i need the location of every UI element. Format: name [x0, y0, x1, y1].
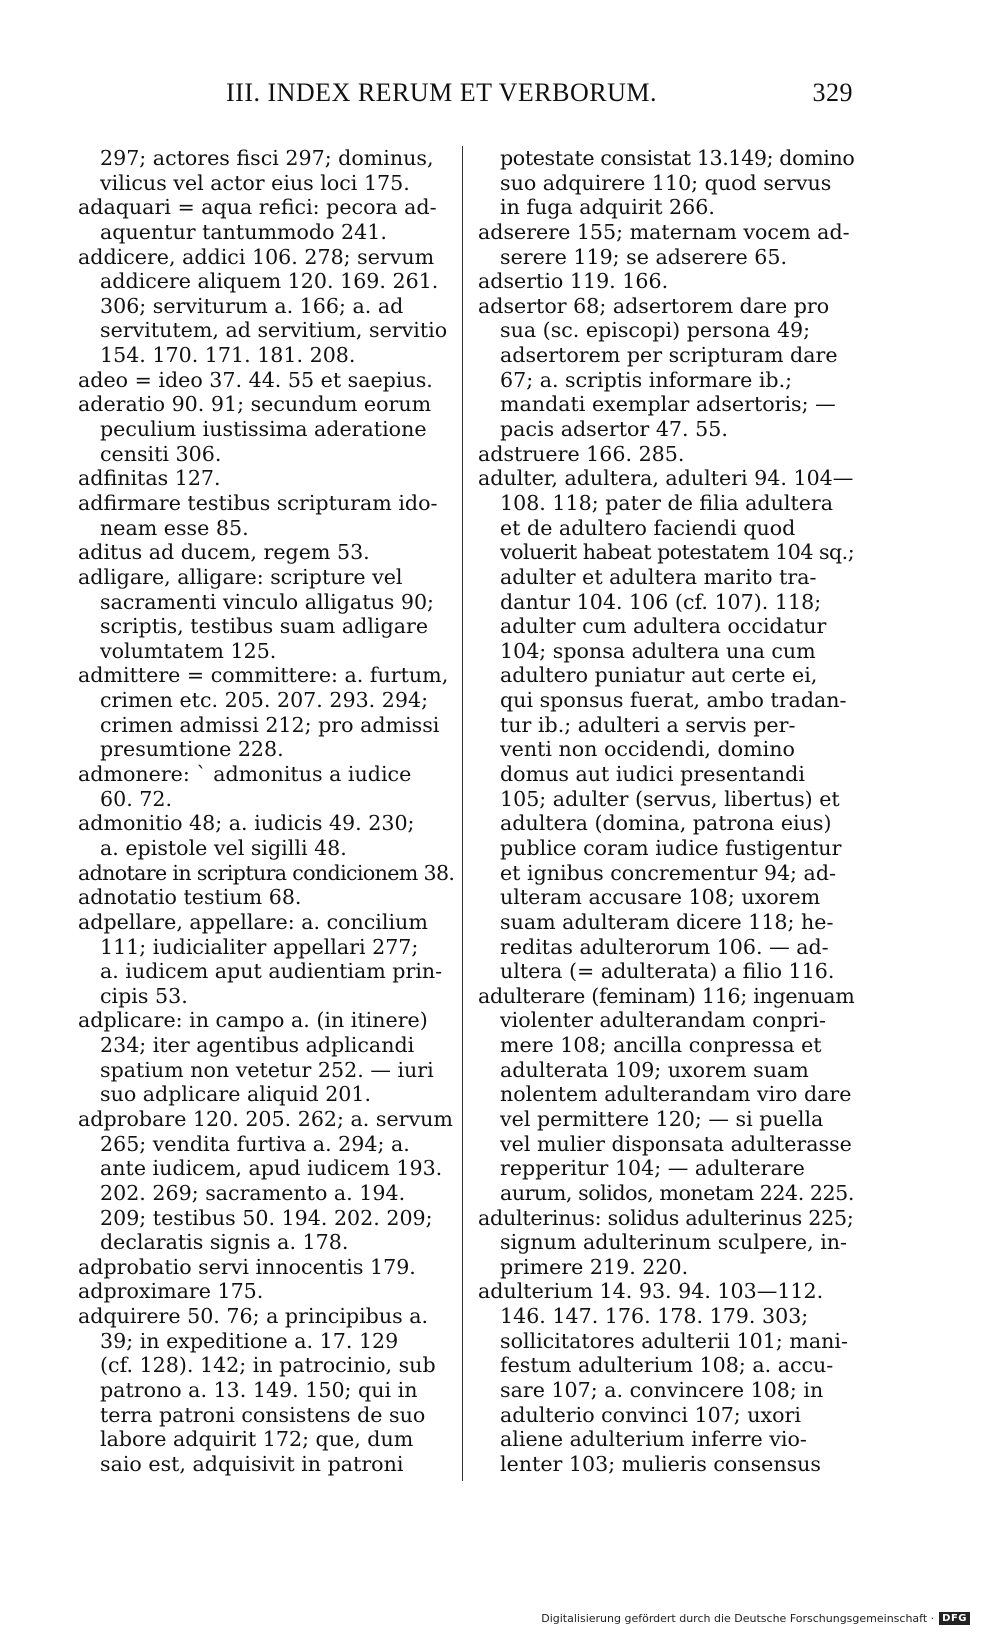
- index-line: a. iudicem aput audientiam prin-: [100, 959, 443, 984]
- index-line: ultera (= adulterata) a filio 116.: [500, 959, 835, 984]
- digitization-footer: [541, 1612, 970, 1625]
- index-line: festum adulterium 108; a. accu-: [500, 1353, 834, 1378]
- footer-text: Digitalisierung gefördert durch die Deutsche Forschungsgemeinschaft ·: [541, 1612, 935, 1625]
- index-line: adprobare 120. 205. 262; a. servum: [78, 1106, 453, 1131]
- index-line: patrono a. 13. 149. 150; qui in: [100, 1378, 418, 1403]
- index-line: pacis adsertor 47. 55.: [500, 417, 728, 442]
- index-line: 297; actores fisci 297; dominus,: [100, 146, 434, 170]
- index-line: 202. 269; sacramento a. 194.: [100, 1180, 406, 1205]
- index-line: et de adultero faciendi quod: [500, 515, 796, 540]
- index-line: sua (sc. episcopi) persona 49;: [500, 318, 811, 343]
- index-line: adsertor 68; adsertorem dare pro: [478, 293, 830, 318]
- index-line: adplicare: in campo a. (in itinere): [78, 1008, 428, 1033]
- index-line: admonitio 48; a. iudicis 49. 230;: [78, 811, 415, 836]
- index-line: adsertorem per scripturam dare: [500, 343, 838, 368]
- index-line: 39; in expeditione a. 17. 129: [100, 1328, 399, 1353]
- page-number: 329: [812, 78, 853, 107]
- index-line: venti non occidendi, domino: [500, 737, 795, 762]
- index-line: repperitur 104; — adulterare: [500, 1156, 805, 1181]
- index-line: 104; sponsa adultera una cum: [500, 638, 816, 663]
- index-line: terra patroni consistens de suo: [100, 1402, 426, 1427]
- index-line: adproximare 175.: [78, 1279, 264, 1304]
- index-line: 105; adulter (servus, libertus) et: [500, 786, 840, 811]
- index-line: qui sponsus fuerat, ambo tradan-: [500, 688, 847, 713]
- index-line: censiti 306.: [100, 441, 222, 466]
- index-line: et ignibus concrementur 94; ad-: [500, 860, 836, 885]
- index-line: publice coram iudice fustigentur: [500, 835, 842, 860]
- index-line: lenter 103; mulieris consensus: [500, 1451, 821, 1476]
- index-line: 108. 118; pater de filia adultera: [500, 490, 834, 515]
- index-line: adfinitas 127.: [78, 466, 221, 491]
- index-line: mandati exemplar adsertoris; —: [500, 392, 836, 417]
- index-line: adulterata 109; uxorem suam: [500, 1057, 809, 1082]
- index-line: adultera (domina, patrona eius): [500, 811, 832, 836]
- column-divider: [462, 146, 463, 1481]
- index-line: adnotare in scriptura condicionem 38.: [78, 860, 455, 885]
- index-line: addicere aliquem 120. 169. 261.: [100, 269, 439, 294]
- index-line: saio est, adquisivit in patroni: [100, 1451, 404, 1476]
- index-line: violenter adulterandam conpri-: [500, 1008, 826, 1033]
- index-line: labore adquirit 172; que, dum: [100, 1427, 414, 1452]
- index-line: adstruere 166. 285.: [478, 441, 685, 466]
- index-line: reditas adulterorum 106. — ad-: [500, 934, 829, 959]
- index-line: 60. 72.: [100, 786, 173, 811]
- index-line: 209; testibus 50. 194. 202. 209;: [100, 1205, 433, 1230]
- index-line: signum adulterinum sculpere, in-: [500, 1230, 847, 1255]
- index-line: vel mulier disponsata adulterasse: [500, 1131, 852, 1156]
- index-line: 306; serviturum a. 166; a. ad: [100, 293, 404, 318]
- index-line: declaratis signis a. 178.: [100, 1230, 349, 1255]
- index-line: ante iudicem, apud iudicem 193.: [100, 1156, 443, 1181]
- index-line: adserere 155; maternam vocem ad-: [478, 219, 850, 244]
- index-line: adulterinus: solidus adulterinus 225;: [478, 1205, 854, 1230]
- index-line: primere 219. 220.: [500, 1254, 689, 1279]
- right-column: [478, 146, 854, 1477]
- index-line: 67; a. scriptis informare ib.;: [500, 367, 793, 392]
- index-line: in fuga adquirit 266.: [500, 195, 715, 220]
- index-line: tur ib.; adulteri a servis per-: [500, 712, 796, 737]
- running-header: [78, 78, 853, 114]
- index-line: admonere: ` admonitus a iudice: [78, 762, 412, 787]
- index-line: spatium non vetetur 252. — iuri: [100, 1057, 434, 1082]
- index-line: adpellare, appellare: a. concilium: [78, 909, 428, 934]
- index-line: aliene adulterium inferre vio-: [500, 1427, 807, 1452]
- index-line: adultero puniatur aut certe ei,: [500, 663, 818, 688]
- index-line: 146. 147. 176. 178. 179. 303;: [500, 1304, 809, 1329]
- index-line: adnotatio testium 68.: [78, 885, 302, 910]
- index-line: suam adulteram dicere 118; he-: [500, 909, 834, 934]
- index-line: admittere = committere: a. furtum,: [78, 663, 449, 688]
- index-line: volumtatem 125.: [100, 638, 277, 663]
- index-line: 234; iter agentibus adplicandi: [100, 1033, 415, 1058]
- index-line: adligare, alligare: scripture vel: [78, 564, 403, 589]
- index-line: adulter cum adultera occidatur: [500, 614, 827, 639]
- index-line: adulter, adultera, adulteri 94. 104—: [478, 466, 854, 491]
- index-line: adquirere 50. 76; a principibus a.: [78, 1304, 429, 1329]
- index-line: scriptis, testibus suam adligare: [100, 614, 429, 639]
- index-line: aderatio 90. 91; secundum eorum: [78, 392, 432, 417]
- index-line: presumtione 228.: [100, 737, 284, 762]
- dfg-logo: DFG: [939, 1612, 970, 1625]
- index-line: serere 119; se adserere 65.: [500, 244, 788, 269]
- index-line: servitutem, ad servitium, servitio: [100, 318, 448, 343]
- index-line: neam esse 85.: [100, 515, 249, 540]
- index-line: voluerit habeat potestatem 104 sq.;: [500, 540, 855, 565]
- index-line: crimen admissi 212; pro admissi: [100, 712, 440, 737]
- index-line: 265; vendita furtiva a. 294; a.: [100, 1131, 410, 1156]
- index-line: adulterio convinci 107; uxori: [500, 1402, 801, 1427]
- index-line: sare 107; a. convincere 108; in: [500, 1378, 824, 1403]
- index-line: adeo = ideo 37. 44. 55 et saepius.: [78, 367, 433, 392]
- index-line: adfirmare testibus scripturam ido-: [78, 490, 438, 515]
- index-line: adulterium 14. 93. 94. 103—112.: [478, 1279, 824, 1304]
- index-line: cipis 53.: [100, 983, 188, 1008]
- header-title: III. INDEX RERUM ET VERBORUM.: [226, 78, 657, 107]
- index-line: suo adquirere 110; quod servus: [500, 170, 832, 195]
- left-column: [78, 146, 454, 1477]
- index-line: dantur 104. 106 (cf. 107). 118;: [500, 589, 822, 614]
- index-line: (cf. 128). 142; in patrocinio, sub: [100, 1353, 436, 1378]
- index-line: suo adplicare aliquid 201.: [100, 1082, 372, 1107]
- index-line: adprobatio servi innocentis 179.: [78, 1254, 416, 1279]
- index-line: aquentur tantummodo 241.: [100, 219, 387, 244]
- index-line: adulterare (feminam) 116; ingenuam: [478, 983, 855, 1008]
- index-line: sollicitatores adulterii 101; mani-: [500, 1328, 848, 1353]
- index-line: ulteram accusare 108; uxorem: [500, 885, 821, 910]
- index-line: adaquari = aqua refici: pecora ad-: [78, 195, 437, 220]
- index-line: aditus ad ducem, regem 53.: [78, 540, 370, 565]
- index-line: domus aut iudici presentandi: [500, 762, 805, 787]
- index-line: vilicus vel actor eius loci 175.: [100, 170, 410, 195]
- index-line: aurum, solidos, monetam 224. 225.: [500, 1180, 854, 1205]
- index-line: sacramenti vinculo alligatus 90;: [100, 589, 434, 614]
- index-line: a. epistole vel sigilli 48.: [100, 835, 347, 860]
- index-line: 111; iudicialiter appellari 277;: [100, 934, 419, 959]
- index-line: nolentem adulterandam viro dare: [500, 1082, 852, 1107]
- index-line: mere 108; ancilla conpressa et: [500, 1033, 822, 1058]
- index-line: potestate consistat 13.149; domino: [500, 146, 855, 170]
- index-line: adulter et adultera marito tra-: [500, 564, 817, 589]
- index-line: vel permittere 120; — si puella: [500, 1106, 824, 1131]
- index-line: adsertio 119. 166.: [478, 269, 669, 294]
- index-line: peculium iustissima aderatione: [100, 417, 427, 442]
- index-line: crimen etc. 205. 207. 293. 294;: [100, 688, 429, 713]
- index-line: addicere, addici 106. 278; servum: [78, 244, 435, 269]
- index-line: 154. 170. 171. 181. 208.: [100, 343, 356, 368]
